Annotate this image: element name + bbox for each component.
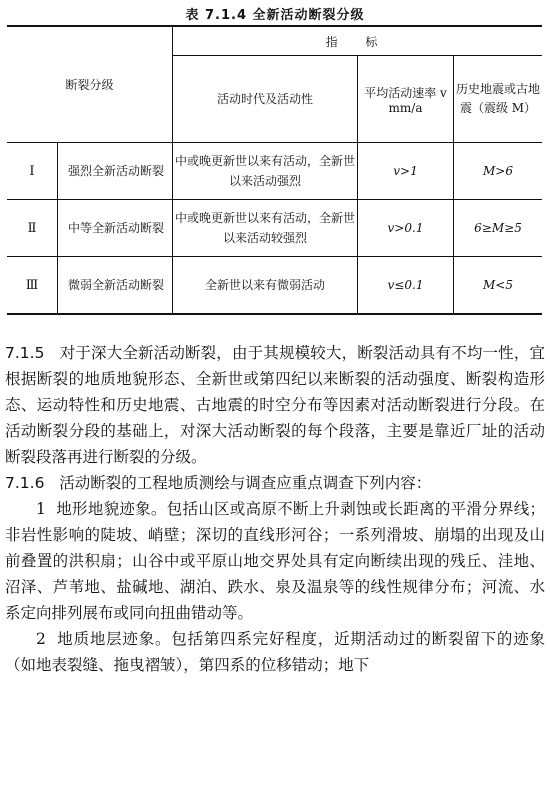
table-row bbox=[7, 257, 542, 315]
row-quake: M>6 bbox=[454, 143, 543, 200]
row-name: 强烈全新活动断裂 bbox=[58, 143, 173, 200]
row-name: 中等全新活动断裂 bbox=[58, 200, 173, 257]
clause-number: 7.1.5 bbox=[5, 344, 45, 362]
row-period: 全新世以来有微弱活动 bbox=[173, 257, 358, 315]
clause-7-1-5 bbox=[5, 340, 545, 470]
row-rate: v≤0.1 bbox=[358, 257, 454, 315]
clause-text: 对于深大全新活动断裂，由于其规模较大，断裂活动具有不均一性，宜根据断裂的地质地貌形态、全新世或第四纪以来断裂的活动强度、断裂构造形态、运动特性和历史地震、古地震的时空分布等因素对活动断裂进行分段。在活动断裂分段的基础上，对深大活动断裂的每个段落，主要是靠近厂址的活动断裂段落再进行断裂的分级。 bbox=[5, 344, 545, 466]
row-name: 微弱全新活动断裂 bbox=[58, 257, 173, 315]
item-number: 1 bbox=[36, 500, 46, 518]
list-item bbox=[5, 626, 545, 678]
fault-classification-table bbox=[7, 25, 542, 315]
clause-7-1-6 bbox=[5, 470, 545, 496]
row-period: 中或晚更新世以来有活动，全新世以来活动较强烈 bbox=[173, 200, 358, 257]
row-grade: Ⅰ bbox=[7, 143, 58, 200]
clause-number: 7.1.6 bbox=[5, 474, 45, 492]
item-text: 地质地层迹象。包括第四系完好程度，近期活动过的断裂留下的迹象（如地表裂缝、拖曳褶皱），第四系的位移错动；地下 bbox=[5, 630, 545, 674]
item-number: 2 bbox=[36, 630, 46, 648]
row-quake: 6≥M≥5 bbox=[454, 200, 543, 257]
table-header-row bbox=[7, 26, 542, 56]
header-period: 活动时代及活动性 bbox=[173, 56, 358, 143]
header-indicator: 指 标 bbox=[173, 26, 543, 56]
header-quake: 历史地震或古地震（震级 M） bbox=[454, 56, 543, 143]
body-text bbox=[5, 340, 545, 678]
row-grade: Ⅱ bbox=[7, 200, 58, 257]
table-row bbox=[7, 200, 542, 257]
table-row bbox=[7, 143, 542, 200]
row-rate: v>0.1 bbox=[358, 200, 454, 257]
row-grade: Ⅲ bbox=[7, 257, 58, 315]
list-item bbox=[5, 496, 545, 626]
header-classification: 断裂分级 bbox=[7, 26, 173, 143]
item-text: 地形地貌迹象。包括山区或高原不断上升剥蚀或长距离的平滑分界线；非岩性影响的陡坡、峭壁；深切的直线形河谷；一系列滑坡、崩塌的出现及山前叠置的洪积扇；山谷中或平原山地交界处具有定向断续出现的残丘、洼地、沼泽、芦苇地、盐碱地、湖泊、跌水、泉及温泉等的线性规律分布；河流、水系定向排列展布或同向扭曲错动等。 bbox=[5, 500, 545, 622]
row-period: 中或晚更新世以来有活动，全新世以来活动强烈 bbox=[173, 143, 358, 200]
row-quake: M<5 bbox=[454, 257, 543, 315]
row-rate: v>1 bbox=[358, 143, 454, 200]
clause-text: 活动断裂的工程地质测绘与调查应重点调查下列内容： bbox=[59, 474, 432, 492]
header-rate: 平均活动速率 v mm/a bbox=[358, 56, 454, 143]
table-title: 表 7.1.4 全新活动断裂分级 bbox=[185, 8, 365, 23]
